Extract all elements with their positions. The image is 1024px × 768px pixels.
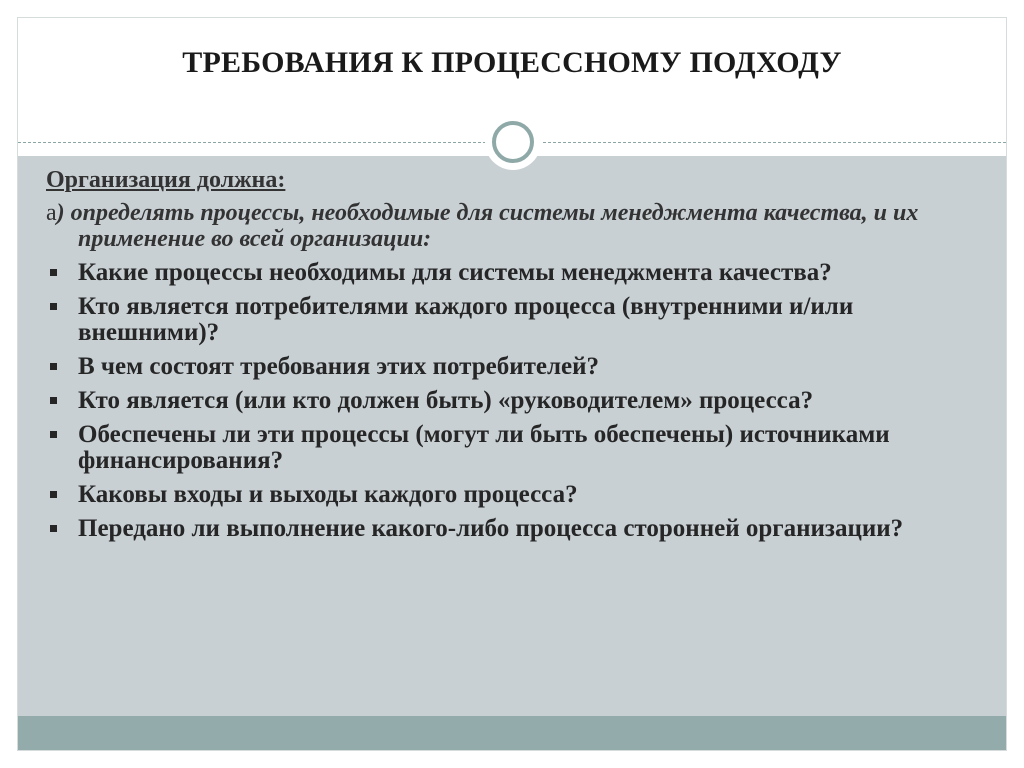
intro-paragraph — [46, 200, 946, 252]
intro-text: ) определять процессы, необходимые для системы менеджмента качества, и их применение во всей организации: — [56, 200, 919, 252]
square-bullet-icon — [50, 363, 57, 370]
ring-icon — [492, 121, 534, 163]
list-item-text: Передано ли выполнение какого-либо процесса сторонней организации? — [78, 515, 904, 542]
square-bullet-icon — [50, 491, 57, 498]
list-item — [46, 388, 946, 414]
footer-bar — [18, 716, 1006, 751]
list-item-text: Каковы входы и выходы каждого процесса? — [78, 481, 578, 508]
square-bullet-icon — [50, 269, 57, 276]
questions-list — [46, 260, 946, 542]
square-bullet-icon — [50, 431, 57, 438]
list-item — [46, 422, 946, 474]
list-item-text: Кто является потребителями каждого процесса (внутренними и/или внешними)? — [78, 293, 854, 346]
list-item-text: Какие процессы необходимы для системы менеджмента качества? — [78, 259, 832, 286]
square-bullet-icon — [50, 303, 57, 310]
list-item-text: В чем состоят требования этих потребителей? — [78, 353, 600, 380]
organization-heading: Организация должна: — [46, 167, 286, 193]
list-item — [46, 516, 946, 542]
list-item — [46, 482, 946, 508]
square-bullet-icon — [50, 525, 57, 532]
intro-letter: а — [46, 200, 57, 226]
list-item-text: Кто является (или кто должен быть) «руководителем» процесса? — [78, 387, 814, 414]
list-item-text: Обеспечены ли эти процессы (могут ли быть обеспечены) источниками финансирования? — [78, 421, 890, 474]
list-item — [46, 294, 946, 346]
circle-ornament-icon — [485, 114, 541, 170]
slide-content — [46, 166, 946, 550]
list-item — [46, 260, 946, 286]
slide-title: ТРЕБОВАНИЯ К ПРОЦЕССНОМУ ПОДХОДУ — [182, 46, 842, 79]
list-item — [46, 354, 946, 380]
square-bullet-icon — [50, 397, 57, 404]
